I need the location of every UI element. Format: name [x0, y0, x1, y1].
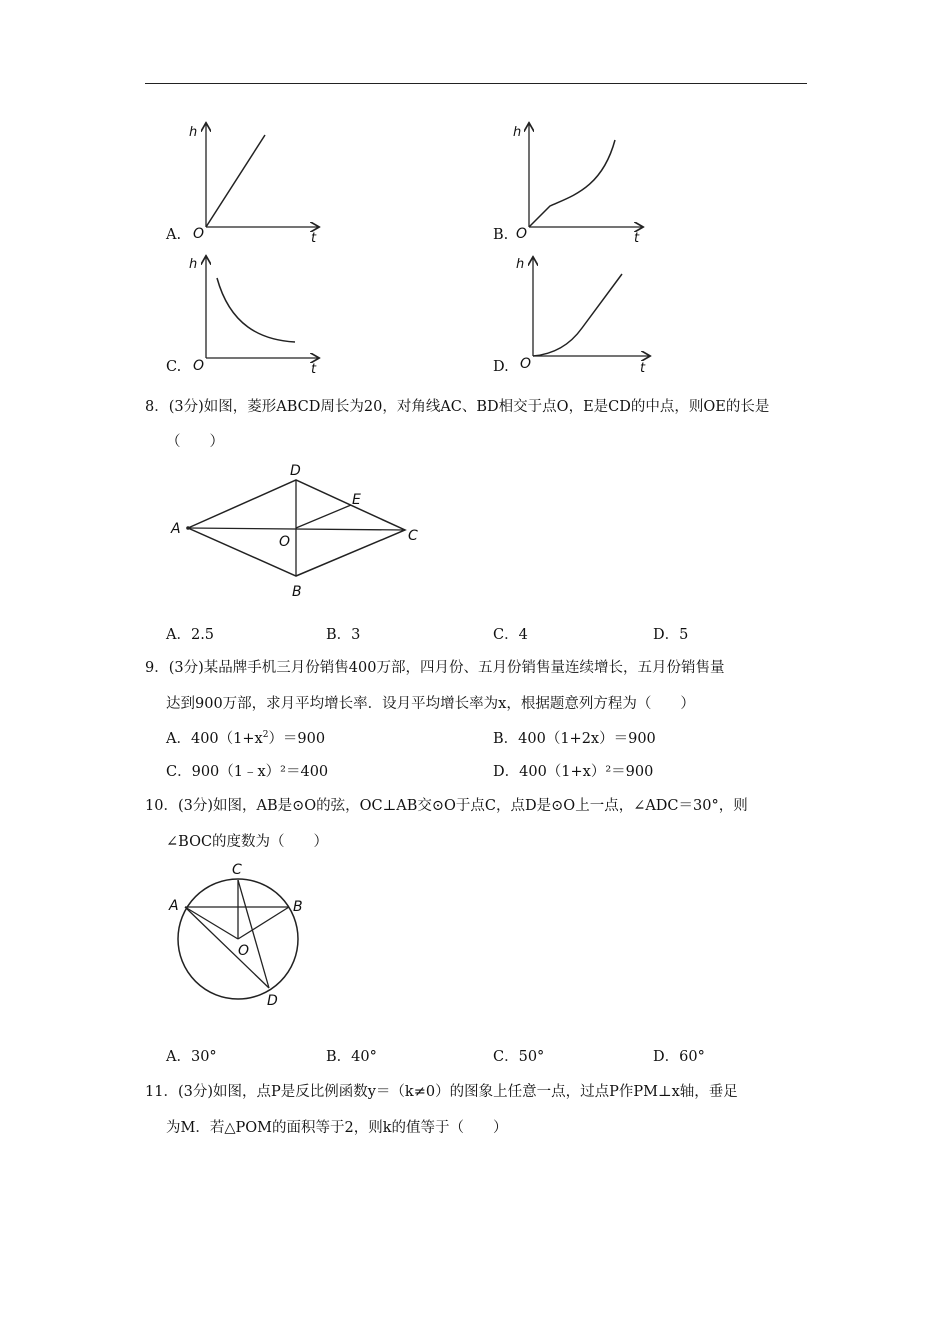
origin-label: O: [520, 356, 532, 372]
point-b-label: B: [292, 584, 302, 600]
q10-option-b: B．40°: [326, 1049, 377, 1065]
q8-option-b: B．3: [326, 627, 361, 643]
q10-text-line1: 10．(3分)如图，AB是⊙O的弦，OC⊥AB交⊙O于点C，点D是⊙O上一点，∠ADC＝30°，则: [145, 798, 748, 814]
graph-option-a: [185, 118, 335, 248]
q9-text-line2: 达到900万部，求月平均增长率．设月平均增长率为x，根据题意列方程为（ ）: [166, 696, 695, 712]
point-d-label: D: [267, 993, 278, 1009]
graph-c-label: C.: [166, 359, 182, 375]
h-axis-label: h: [189, 125, 198, 140]
graph-d-label: D.: [493, 359, 509, 375]
point-o-label: O: [279, 534, 291, 550]
h-axis-label: h: [189, 257, 198, 272]
point-o-label: O: [238, 943, 250, 959]
q8-option-a: A．2.5: [166, 627, 215, 643]
origin-label: O: [516, 226, 528, 242]
q8-option-c: C．4: [493, 627, 528, 643]
t-axis-label: t: [311, 362, 317, 377]
h-axis-label: h: [516, 257, 525, 272]
q8-text-line1: 8．(3分)如图，菱形ABCD周长为20，对角线AC、BD相交于点O，E是CD的中点，则OE的长是: [145, 399, 770, 415]
point-c-label: C: [408, 528, 418, 544]
point-a-label: A: [169, 898, 179, 914]
q9-text-line1: 9．(3分)某品牌手机三月份销售400万部，四月份、五月份销售量连续增长，五月份销售量: [145, 660, 725, 676]
q10-option-a: A．30°: [166, 1049, 217, 1065]
q8-text-line2: （ ）: [166, 434, 224, 450]
t-axis-label: t: [311, 231, 317, 246]
q8-option-d: D．5: [653, 627, 689, 643]
q9-option-a: A．$400(1+x^2)=900$: [166, 730, 326, 747]
header-rule: [145, 83, 807, 84]
q10-circle-figure: [165, 855, 325, 1015]
graph-option-c: [185, 250, 335, 380]
q11-text-line1: 11．(3分)如图，点P是反比例函数y＝（k≠0）的图象上任意一点，过点P作PM⊥x轴，垂足: [145, 1084, 738, 1100]
q8-rhombus-figure: [165, 458, 435, 603]
q11-text-line2: 为M．若△POM的面积等于2，则k的值等于（ ）: [166, 1120, 508, 1136]
graph-a-label: A.: [166, 227, 182, 243]
t-axis-label: t: [634, 231, 640, 246]
point-d-label: D: [290, 463, 301, 479]
origin-label: O: [193, 358, 205, 374]
h-axis-label: h: [513, 125, 522, 140]
q10-text-line2: ∠BOC的度数为（ ）: [166, 834, 329, 850]
q9-option-c: C．900（1﹣x）²＝400: [166, 764, 329, 780]
graph-option-d: [512, 250, 662, 380]
q9-option-b: B．400（1+2x）＝900: [493, 731, 656, 747]
t-axis-label: t: [640, 361, 646, 376]
q10-option-d: D．60°: [653, 1049, 705, 1065]
point-c-label: C: [232, 862, 242, 878]
point-a-label: A: [171, 521, 181, 537]
graph-b-label: B.: [493, 227, 509, 243]
point-e-label: E: [352, 492, 361, 508]
graph-option-b: [512, 118, 662, 248]
q10-option-c: C．50°: [493, 1049, 545, 1065]
q9-option-d: D．400（1+x）²＝900: [493, 764, 654, 780]
point-b-label: B: [293, 899, 303, 915]
origin-label: O: [193, 226, 205, 242]
